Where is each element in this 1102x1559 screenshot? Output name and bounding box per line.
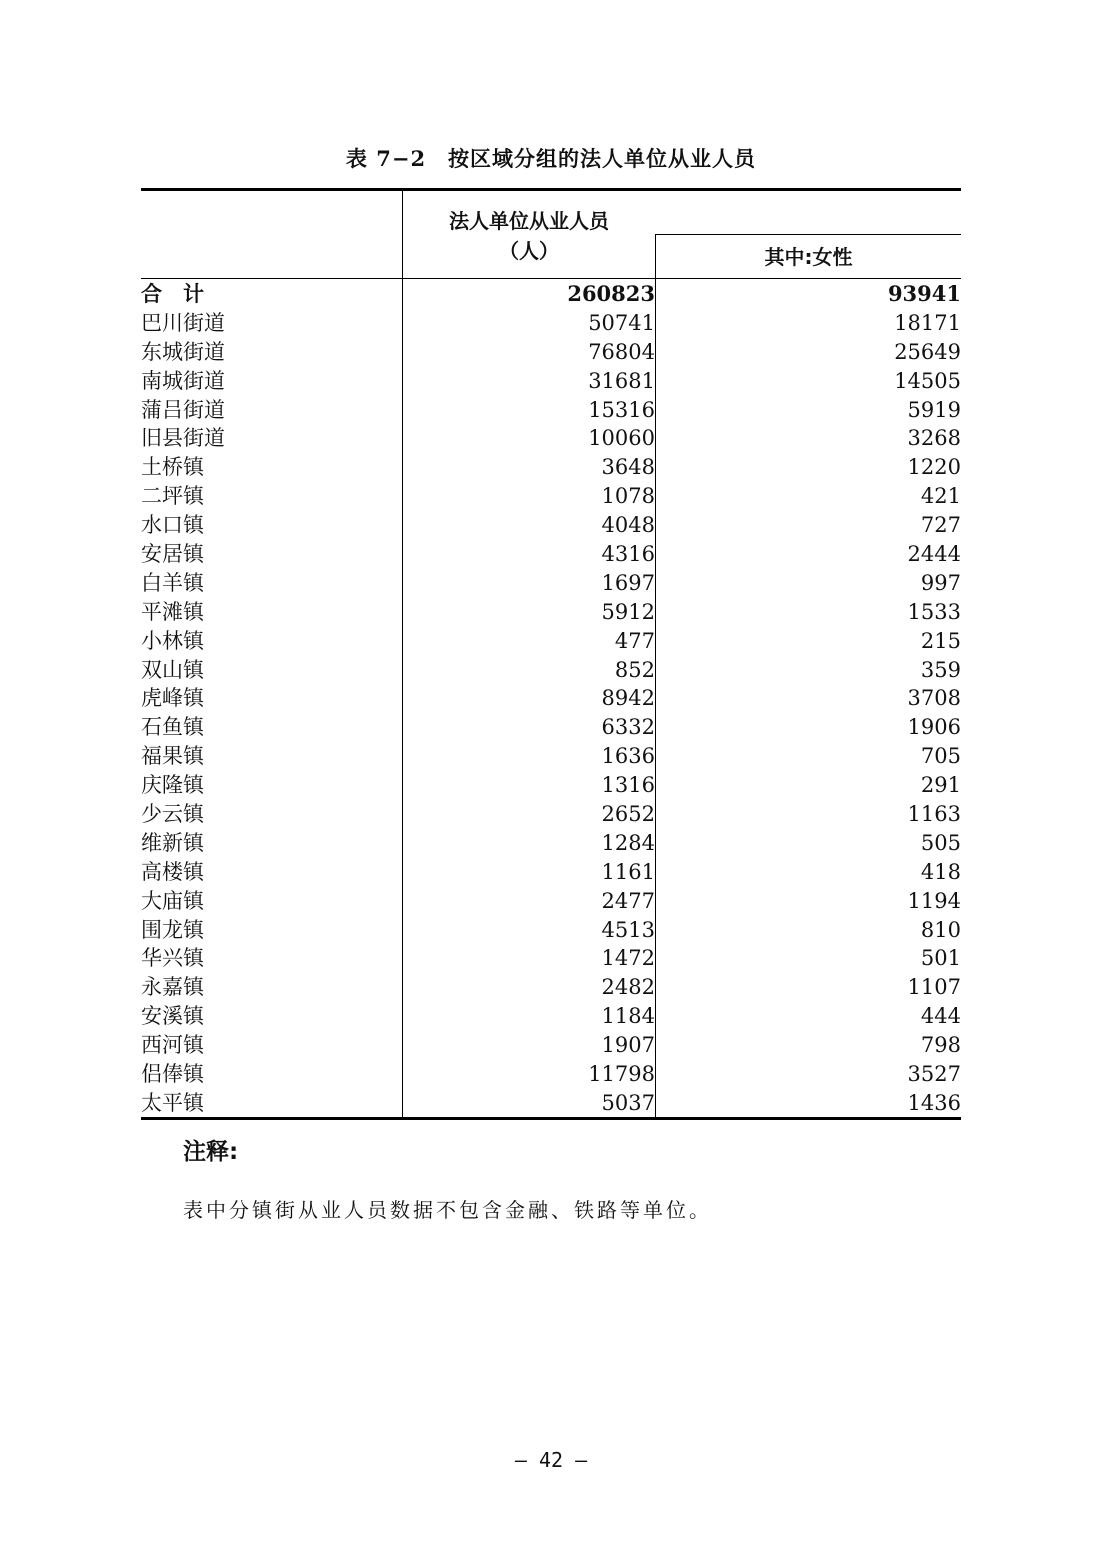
table-row <box>141 569 961 598</box>
employees-value: 8942 <box>601 686 655 711</box>
employees-value: 5037 <box>601 1090 655 1115</box>
female-value: 3268 <box>907 426 961 451</box>
table-row <box>141 309 961 338</box>
region-name: 蒲吕街道 <box>141 397 225 422</box>
employees-value: 11798 <box>588 1062 655 1087</box>
employees-value: 1697 <box>601 570 655 595</box>
female-value: 1107 <box>907 975 961 1000</box>
region-name: 旧县街道 <box>141 426 225 451</box>
female-value: 14505 <box>894 368 961 393</box>
employees-value: 260823 <box>567 281 655 306</box>
female-value: 997 <box>920 570 961 595</box>
employees-value: 50741 <box>588 310 655 335</box>
note-text: 表中分镇街从业人员数据不包含金融、铁路等单位。 <box>183 1198 712 1222</box>
region-name: 双山镇 <box>141 657 204 682</box>
region-name: 东城街道 <box>141 339 225 364</box>
page-number: – 42 – <box>514 1448 588 1472</box>
table-row <box>141 1031 961 1060</box>
table-row <box>141 771 961 800</box>
table-row <box>141 973 961 1002</box>
table-row <box>141 482 961 511</box>
region-name: 西河镇 <box>141 1033 204 1058</box>
employees-value: 10060 <box>588 426 655 451</box>
female-value: 1163 <box>907 802 961 827</box>
table-row <box>141 887 961 916</box>
region-name: 庆隆镇 <box>141 773 204 798</box>
employees-value: 477 <box>614 628 655 653</box>
region-name: 维新镇 <box>141 830 204 855</box>
female-value: 1533 <box>907 599 961 624</box>
region-name: 平滩镇 <box>141 599 204 624</box>
table-row <box>141 1060 961 1089</box>
table-body <box>141 280 961 1118</box>
table-row <box>141 684 961 713</box>
female-value: 501 <box>920 946 961 971</box>
region-name: 安溪镇 <box>141 1004 204 1029</box>
employees-value: 4316 <box>601 542 655 567</box>
table-row <box>141 424 961 453</box>
employees-value: 4513 <box>601 917 655 942</box>
region-name: 小林镇 <box>141 628 204 653</box>
female-value: 1436 <box>907 1090 961 1115</box>
table-row <box>141 858 961 887</box>
table-row <box>141 598 961 627</box>
header-employees-label: 法人单位从业人员 <box>449 209 609 233</box>
employees-value: 5912 <box>601 599 655 624</box>
note-title: 注释: <box>183 1139 239 1165</box>
female-value: 421 <box>920 484 961 509</box>
employees-value: 1284 <box>601 830 655 855</box>
table-row <box>141 800 961 829</box>
subheader-rule <box>655 234 961 235</box>
table-row <box>141 511 961 540</box>
header-female: 其中:女性 <box>764 245 853 269</box>
female-value: 727 <box>920 513 961 538</box>
region-name: 水口镇 <box>141 513 204 538</box>
employees-value: 852 <box>614 657 655 682</box>
female-value: 2444 <box>907 542 961 567</box>
table-row <box>141 627 961 656</box>
table-row <box>141 656 961 685</box>
region-name: 福果镇 <box>141 744 204 769</box>
employees-value: 15316 <box>588 397 655 422</box>
table-row <box>141 367 961 396</box>
employees-value: 1636 <box>601 744 655 769</box>
table-row <box>141 396 961 425</box>
female-value: 444 <box>920 1004 961 1029</box>
region-name: 巴川街道 <box>141 310 225 335</box>
employees-value: 3648 <box>601 455 655 480</box>
table-row <box>141 916 961 945</box>
table-title: 表 7−2 按区域分组的法人单位从业人员 <box>345 146 757 171</box>
employees-value: 76804 <box>588 339 655 364</box>
female-value: 215 <box>920 628 961 653</box>
region-name: 二坪镇 <box>141 484 204 509</box>
region-name: 石鱼镇 <box>141 715 204 740</box>
female-value: 798 <box>920 1033 961 1058</box>
female-value: 1194 <box>907 888 961 913</box>
female-value: 810 <box>920 917 961 942</box>
region-name: 安居镇 <box>141 542 204 567</box>
employees-value: 1907 <box>601 1033 655 1058</box>
employees-value: 2477 <box>601 888 655 913</box>
header-employees <box>403 206 655 266</box>
female-value: 93941 <box>887 281 961 306</box>
employees-value: 4048 <box>601 513 655 538</box>
region-name: 土桥镇 <box>141 455 204 480</box>
table-row <box>141 713 961 742</box>
region-name: 侣俸镇 <box>141 1062 204 1087</box>
table-row <box>141 742 961 771</box>
female-value: 25649 <box>894 339 961 364</box>
region-name: 华兴镇 <box>141 946 204 971</box>
table-header-rule <box>141 278 961 279</box>
table-row <box>141 1002 961 1031</box>
employees-value: 31681 <box>588 368 655 393</box>
region-name: 高楼镇 <box>141 859 204 884</box>
table-row-total <box>141 280 961 309</box>
region-name: 白羊镇 <box>141 570 204 595</box>
table-row <box>141 944 961 973</box>
female-value: 359 <box>920 657 961 682</box>
female-value: 1220 <box>907 455 961 480</box>
table-top-rule <box>141 188 961 191</box>
employees-value: 1316 <box>601 773 655 798</box>
region-name: 围龙镇 <box>141 917 204 942</box>
region-name: 虎峰镇 <box>141 686 204 711</box>
female-value: 1906 <box>907 715 961 740</box>
region-name: 太平镇 <box>141 1090 204 1115</box>
region-name: 南城街道 <box>141 368 225 393</box>
female-value: 3527 <box>907 1062 961 1087</box>
employees-value: 1161 <box>601 859 655 884</box>
employees-value: 2482 <box>601 975 655 1000</box>
table-row <box>141 540 961 569</box>
table-row <box>141 829 961 858</box>
region-name: 大庙镇 <box>141 888 204 913</box>
female-value: 291 <box>920 773 961 798</box>
table-row <box>141 1089 961 1118</box>
table-row <box>141 453 961 482</box>
table-row <box>141 338 961 367</box>
data-table <box>141 188 961 1120</box>
female-value: 5919 <box>907 397 961 422</box>
employees-value: 1184 <box>601 1004 655 1029</box>
header-employees-unit: （人） <box>499 239 559 263</box>
female-value: 505 <box>920 830 961 855</box>
employees-value: 2652 <box>601 802 655 827</box>
region-name: 合 计 <box>141 281 204 306</box>
female-value: 3708 <box>907 686 961 711</box>
region-name: 少云镇 <box>141 802 204 827</box>
female-value: 18171 <box>894 310 961 335</box>
female-value: 418 <box>920 859 961 884</box>
region-name: 永嘉镇 <box>141 975 204 1000</box>
employees-value: 1472 <box>601 946 655 971</box>
employees-value: 6332 <box>601 715 655 740</box>
employees-value: 1078 <box>601 484 655 509</box>
female-value: 705 <box>920 744 961 769</box>
